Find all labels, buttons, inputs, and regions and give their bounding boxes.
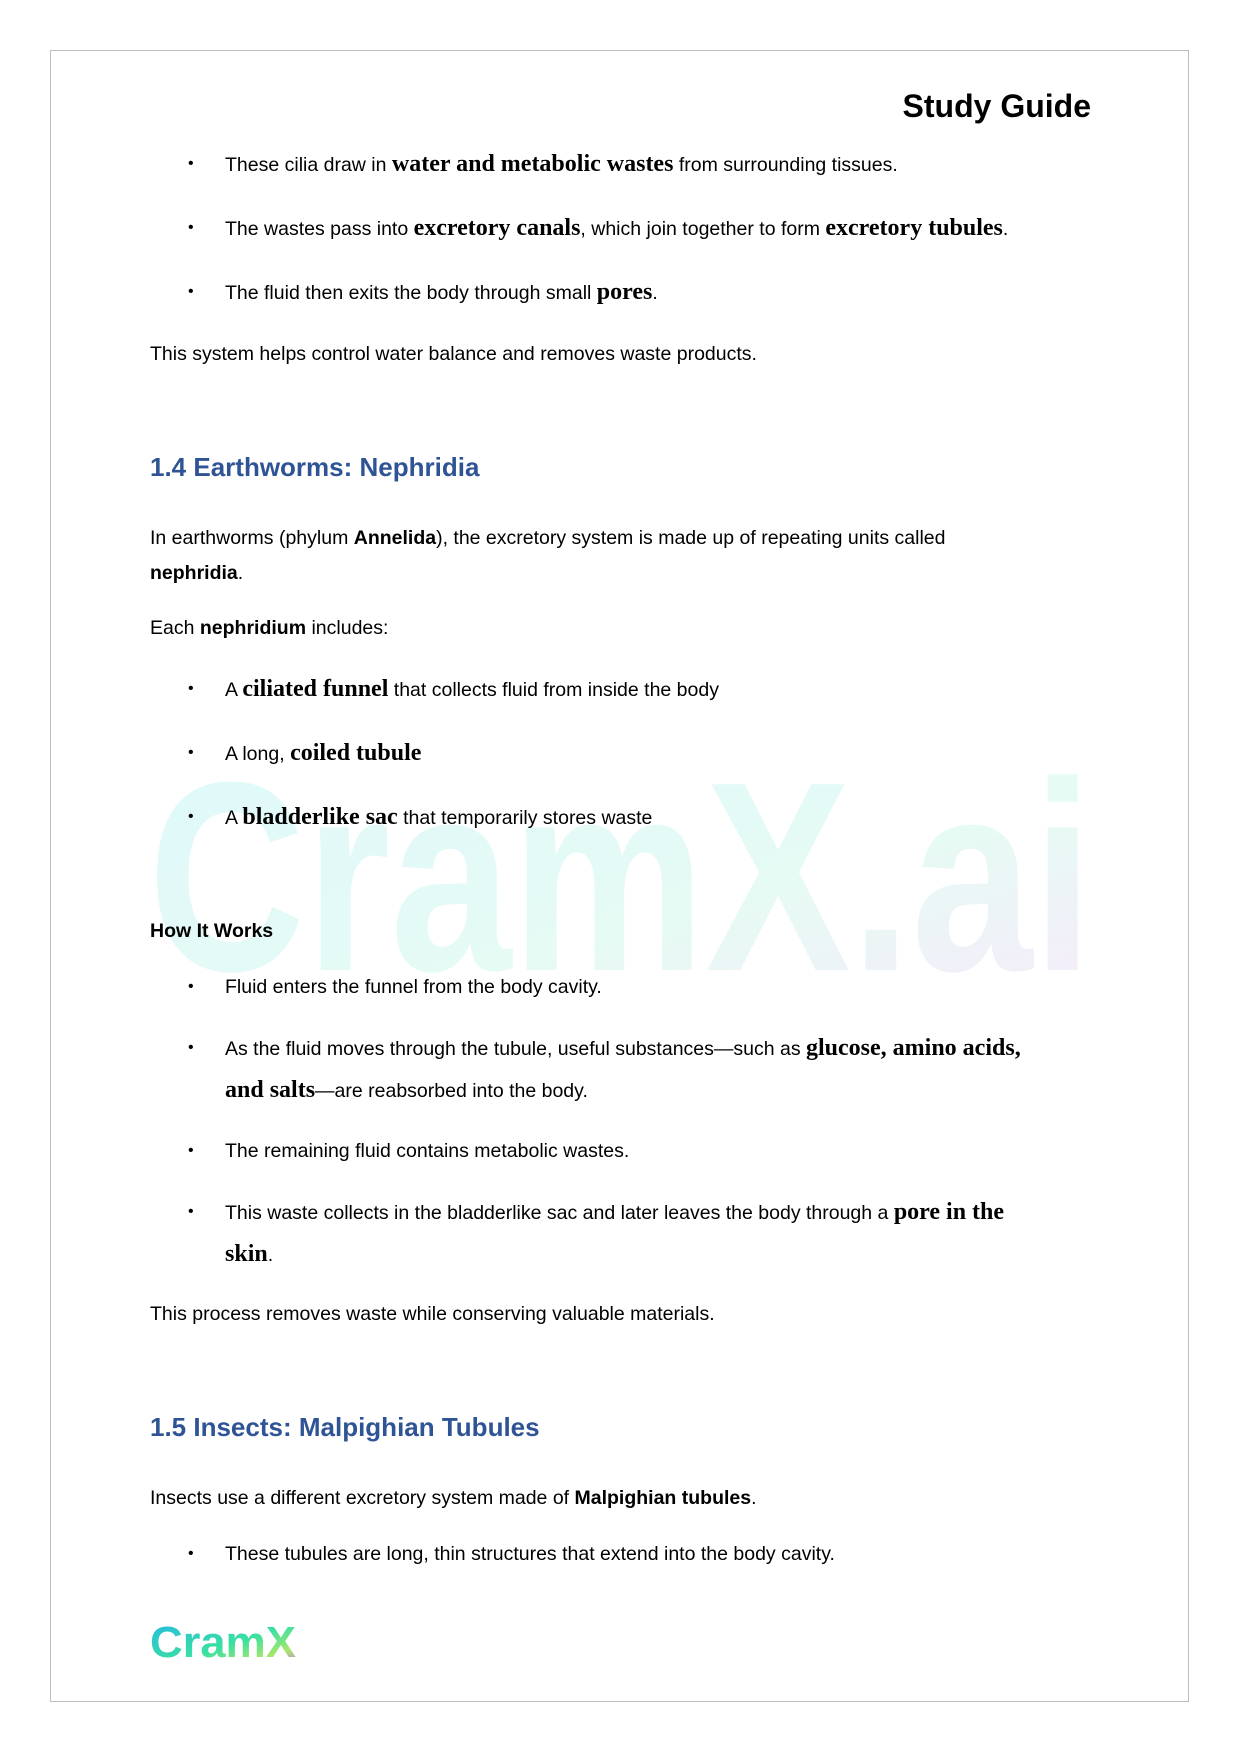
paragraph: Each nephridium includes: <box>150 617 389 639</box>
list-item-continuation: skin. <box>225 1241 274 1267</box>
paragraph: This system helps control water balance and removes waste products. <box>150 343 757 365</box>
bullet-icon: • <box>188 1203 194 1220</box>
paragraph: In earthworms (phylum Annelida), the excretory system is made up of repeating units called <box>150 527 946 549</box>
list-item: A bladderlike sac that temporarily stores waste <box>225 804 653 830</box>
bullet-icon: • <box>188 978 194 995</box>
list-item: A ciliated funnel that collects fluid from inside the body <box>225 676 719 702</box>
list-item: The fluid then exits the body through small pores. <box>225 279 658 305</box>
section-heading: 1.5 Insects: Malpighian Tubules <box>150 1412 540 1442</box>
bullet-icon: • <box>188 1545 194 1562</box>
list-item: A long, coiled tubule <box>225 740 422 766</box>
paragraph-continuation: nephridia. <box>150 562 244 584</box>
bullet-icon: • <box>188 1142 194 1159</box>
paragraph: Insects use a different excretory system made of Malpighian tubules. <box>150 1487 757 1509</box>
bullet-icon: • <box>188 744 194 761</box>
bullet-icon: • <box>188 155 194 172</box>
list-item: As the fluid moves through the tubule, useful substances—such as glucose, amino acids, <box>225 1035 1021 1061</box>
list-item-continuation: and salts—are reabsorbed into the body. <box>225 1077 588 1103</box>
paragraph: This process removes waste while conserving valuable materials. <box>150 1303 715 1325</box>
list-item: This waste collects in the bladderlike sac and later leaves the body through a pore in the <box>225 1199 1005 1225</box>
list-item: The remaining fluid contains metabolic wastes. <box>225 1140 630 1162</box>
cramx-footer-logo <box>150 1617 300 1665</box>
bullet-icon: • <box>188 808 194 825</box>
list-item: These cilia draw in water and metabolic wastes from surrounding tissues. <box>225 151 898 177</box>
list-item: Fluid enters the funnel from the body cavity. <box>225 976 602 998</box>
bullet-icon: • <box>188 219 194 236</box>
bullet-icon: • <box>188 283 194 300</box>
section-heading: 1.4 Earthworms: Nephridia <box>150 452 480 482</box>
subheading: How It Works <box>150 920 274 942</box>
svg-text:CramX.ai: CramX.ai <box>148 755 1093 995</box>
list-item: The wastes pass into excretory canals, which join together to form excretory tubules. <box>225 215 1009 241</box>
list-item: These tubules are long, thin structures that extend into the body cavity. <box>225 1543 835 1565</box>
svg-text:CramX: CramX <box>150 1618 296 1665</box>
bullet-icon: • <box>188 680 194 697</box>
page-title: Study Guide <box>902 88 1091 124</box>
bullet-icon: • <box>188 1039 194 1056</box>
